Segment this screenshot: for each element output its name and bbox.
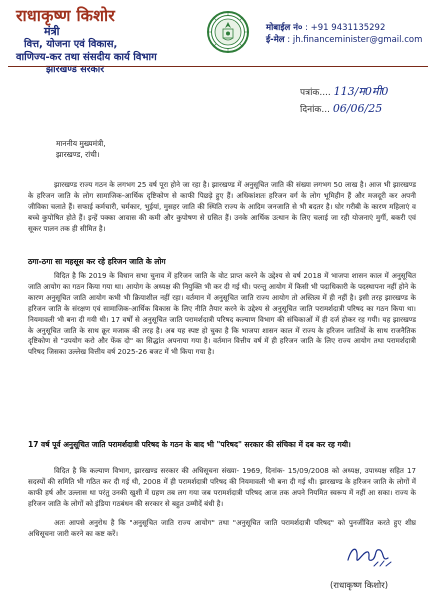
patrank-value: 113/म0मी0 [333,85,389,98]
minister-name: राधाकृष्ण किशोर [16,6,116,25]
paragraph-5: अतः आपसे अनुरोध है कि "अनुसूचित जाति राज्य आयोग" तथा "अनुसूचित जाति परामर्शदात्री परिषद" को पुनर्जीवित करते हुए शीघ्र अधिसूचना जारी करने का कष्ट करें। [28,518,416,538]
reference-block [300,84,388,118]
minister-role: मंत्री [44,25,60,38]
date-label: दिनांक [300,105,322,115]
mobile-row: मोबाईल नं० : +91 9431135292 [266,23,386,33]
email-value: jh.financeminister@gmail.com [292,35,423,45]
addressee [56,138,106,160]
mobile-value: +91 9431135292 [310,23,386,33]
paragraph-1: झारखण्ड राज्य गठन के लगभग 25 वर्ष पूरा होने जा रहा है। झारखण्ड में अनुसूचित जाति की संख्या लगभग 50 लाख है। आज भी झारखण्ड के हरिजन जाति के लोग सामाजिक-आर्थिक दृष्टिकोण से काफी पिछड़े हुए हैं। अधिकांशतः हरिजन वर्ग के लोग भूमिहीन हैं और मजदूरी कर अपनी जीविका चलाते हैं। सफाई कर्मचारी, चर्मकार, भुईयां, मुसहर जाति की स्थिति राज्य के आदिम जनजाति से भी बदतर है। घोर गरीबी के कारण महिलाएं व बच्चे कुपोषित होते हैं। इन्हें पक्का आवास की कमी और कुपोषण से ग्रसित हैं। उनके आर्थिक उत्थान के लिए चलाई जा रही योजनाएं मुर्गी, बकरी एवं सूकर पालन तक ही सीमित है। [28,180,416,233]
mobile-label: मोबाईल नं० [266,23,303,33]
patrank-label: पत्रांक [300,88,320,98]
addressee-line-2: झारखण्ड, रांची। [56,150,100,159]
paragraph-4: विदित है कि कल्याण विभाग, झारखण्ड सरकार की अधिसूचना संख्या- 1969, दिनांक- 15/09/2008 को अध्यक्ष, उपाध्यक्ष सहित 17 सदस्यों की समिति भी गठित कर दी गई थी, 2008 में ही परामर्शदात्री परिषद की नियमावली भी बना दी गई थी। झारखण्ड के हरिजन जाति के लोगों में काफी हर्ष और उल्लास था परंतु उनकी खुशी में ग्रहण तब लग गया जब परामर्शदात्री परिषद आज तक अपने नियमित स्वरूप में नहीं आ सका। राज्य के हरिजन जाति के लोगों को इंडिया गठबंधन की सरकार से बहुत उम्मीदें बंधी है। [28,466,416,508]
signer-name: (राधाकृष्ण किशोर) [330,581,389,591]
patrank-row: पत्रांक.... 113/म0मी0 [300,85,389,98]
handwritten-signature [344,540,398,572]
email-row: ई-मेल : jh.financeminister@gmail.com [266,35,423,45]
paragraph-3-bold: 17 वर्ष पूर्व अनुसूचित जाति परामर्शदात्री परिषद के गठन के बाद भी "परिषद" सरकार की संचिका में दब कर रह गयी। [28,440,351,449]
email-label: ई-मेल [266,35,285,45]
jharkhand-emblem-icon [206,10,250,54]
department-line-1: वित्त, योजना एवं विकास, [24,39,118,50]
date-row: दिनांक... 06/06/25 [300,102,383,115]
state-government: झारखण्ड सरकार [46,64,105,75]
paragraph-2: विदित है कि 2019 के विधान सभा चुनाव में हरिजन जाति के वोट प्राप्त करने के उद्देश्य से वर्ष 2018 में भाजपा शासन काल में अनुसूचित जाति आयोग का गठन किया गया था। आयोग के अध्यक्ष की नियुक्ति भी कर दी गई थी। परन्तु आयोग में किसी भी पदाधिकारी के पदस्थापना नहीं होने के कारण अनुसूचित जाति आयोग कभी भी क्रियाशील नहीं रहा। वर्तमान में अनुसूचित जाति राज्य आयोग तो अस्तित्व में ही नहीं है। इसी तरह झारखण्ड के हरिजन जाति के संरक्षण एवं सामाजिक-आर्थिक विकास के लिए नीति तैयार करने के उद्देश्य से अनुसूचित जाति परामर्शदात्री परिषद का गठन किया था। नियमावली भी बना दी गयी थी। 17 वर्षों से अनुसूचित जाति परामर्शदात्री परिषद कल्याण विभाग की संचिकाओं में ही दर्ज होकर रह गयी। यह झारखण्ड के अनुसूचित जाति के साथ क्रूर मजाक की तरह है। अब यह स्पष्ट हो चुका है कि भाजपा शासन काल में राज्य के हरिजन जातियों के साथ राजनैतिक दृष्टिकोण से "उपयोग करो और फेंक दो" का सिद्धांत अपनाया गया है। वर्तमान वित्तीय वर्ष में ही हरिजन जाति के लिए राज्य आयोग तथा परामर्शदात्री परिषद जिसका उल्लेख वित्तीय वर्ष 2025-26 बजट में भी किया गया है। [28,271,416,357]
department-line-2: वाणिज्य-कर तथा संसदीय कार्य विभाग [16,52,157,63]
addressee-line-1: माननीय मुख्यमंत्री, [56,139,106,148]
contact-block [266,22,430,46]
section-heading: ठगा-ठगा सा महसूस कर रहे हरिजन जाति के लोग [28,257,166,266]
letterhead-divider [8,66,428,67]
date-value: 06/06/25 [332,102,383,115]
